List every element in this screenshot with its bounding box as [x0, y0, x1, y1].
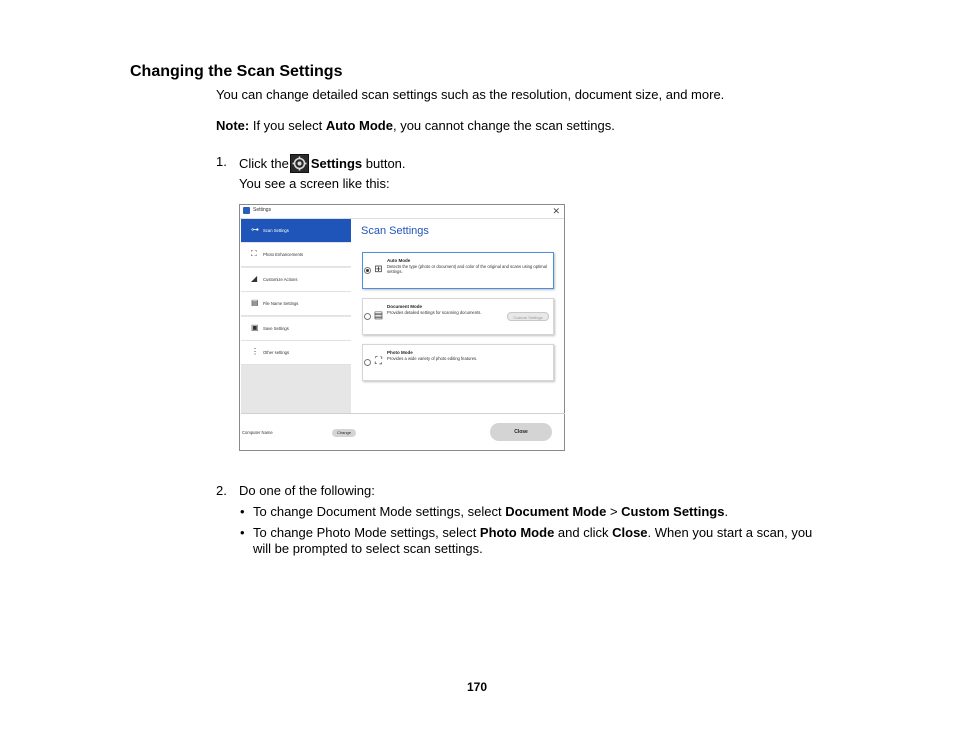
file-icon: ▤: [251, 298, 259, 307]
sidebar-item-customize-actions[interactable]: [241, 268, 351, 292]
bullet-bold-2: Close: [612, 525, 648, 540]
document-mode-icon: ▤: [373, 310, 384, 321]
settings-sidebar: [241, 219, 351, 413]
window-title: Settings: [253, 207, 272, 213]
close-icon[interactable]: ✕: [552, 206, 560, 216]
window-titlebar: [240, 205, 564, 219]
photo-icon: ⛶: [251, 249, 257, 258]
bullet-text-mid: >: [606, 504, 622, 519]
auto-mode-icon: ⊞: [374, 264, 383, 275]
step1-button-name: Settings: [310, 156, 363, 171]
step1-text-after: button.: [362, 156, 406, 171]
bullet-document-mode: [253, 504, 728, 520]
scanner-icon: ⊶: [251, 225, 259, 234]
bullet-photo-mode: [253, 525, 812, 541]
mode-card-photo[interactable]: [362, 344, 554, 381]
sidebar-item-label: Scan Settings: [263, 228, 289, 233]
sidebar-item-label: Customize Actions: [263, 277, 298, 282]
page-number: 170: [466, 680, 488, 694]
step1-text-before: Click the: [239, 156, 289, 171]
intro-text: You can change detailed scan settings such as the resolution, document size, and more.: [216, 87, 725, 102]
note-paragraph: [216, 118, 615, 134]
bullet-text-mid: and click: [554, 525, 613, 540]
bullet-bold-2: Custom Settings: [621, 504, 725, 519]
save-icon: ▣: [251, 323, 259, 332]
settings-window-screenshot: [239, 204, 565, 451]
bullet-marker: •: [240, 525, 245, 540]
step2-text: Do one of the following:: [239, 483, 375, 498]
panel-title: Scan Settings: [361, 225, 429, 237]
note-mode: Auto Mode: [325, 118, 393, 133]
bullet-text-after: . When you start a scan, you: [647, 525, 813, 540]
page-title: Changing the Scan Settings: [130, 63, 343, 80]
step2-number: 2.: [216, 483, 227, 498]
mode-name: Photo Mode: [387, 350, 413, 355]
custom-settings-button[interactable]: Custom Settings: [507, 312, 549, 321]
bullet-bold-1: Photo Mode: [479, 525, 555, 540]
photo-mode-radio[interactable]: [364, 359, 371, 366]
photo-mode-icon: ⛶: [375, 356, 382, 367]
computer-name-label: Computer Name: [242, 430, 273, 435]
mode-description: Detects the type (photo or document) and color of the original and scans using optimal settings.: [387, 264, 547, 274]
step1-instruction: [239, 154, 406, 173]
note-label: Note:: [216, 118, 250, 133]
note-text-before: If you select: [249, 118, 326, 133]
bullet-photo-mode-line2: will be prompted to select scan settings.: [253, 541, 483, 556]
step1-result: You see a screen like this:: [239, 176, 390, 191]
send-icon: ◢: [251, 274, 258, 283]
sidebar-item-label: Save Settings: [263, 326, 289, 331]
bullet-text-after: .: [724, 504, 729, 519]
mode-description: Provides detailed settings for scanning documents.: [387, 310, 482, 315]
sidebar-item-scan-settings[interactable]: [241, 219, 351, 243]
footer-divider: [241, 413, 565, 414]
auto-mode-radio[interactable]: [364, 267, 371, 274]
bullet-text: To change Photo Mode settings, select: [253, 525, 480, 540]
app-icon: [243, 207, 250, 214]
more-vertical-icon: ⋮: [251, 347, 259, 356]
close-button[interactable]: Close: [490, 423, 552, 441]
sidebar-item-save-settings[interactable]: [241, 317, 351, 341]
mode-name: Document Mode: [387, 304, 423, 309]
note-text-after: , you cannot change the scan settings.: [392, 118, 615, 133]
bullet-bold-1: Document Mode: [505, 504, 607, 519]
sidebar-item-label: Other settings: [263, 350, 290, 355]
mode-card-auto[interactable]: [362, 252, 554, 289]
bullet-marker: •: [240, 504, 245, 519]
sidebar-item-file-name-settings[interactable]: [241, 292, 351, 316]
step1-number: 1.: [216, 154, 227, 169]
sidebar-item-label: File Name Settings: [263, 301, 299, 306]
document-mode-radio[interactable]: [364, 313, 371, 320]
mode-name: Auto Mode: [387, 258, 411, 263]
sidebar-item-photo-enhancements[interactable]: [241, 243, 351, 267]
change-button[interactable]: Change: [332, 429, 356, 437]
mode-description: Provides a wide variety of photo editing features.: [387, 356, 478, 361]
bullet-text: To change Document Mode settings, select: [253, 504, 506, 519]
sidebar-item-label: Photo Enhancements: [263, 252, 304, 257]
settings-gear-icon: [290, 154, 309, 173]
mode-card-document[interactable]: [362, 298, 554, 335]
sidebar-item-other-settings[interactable]: [241, 341, 351, 365]
